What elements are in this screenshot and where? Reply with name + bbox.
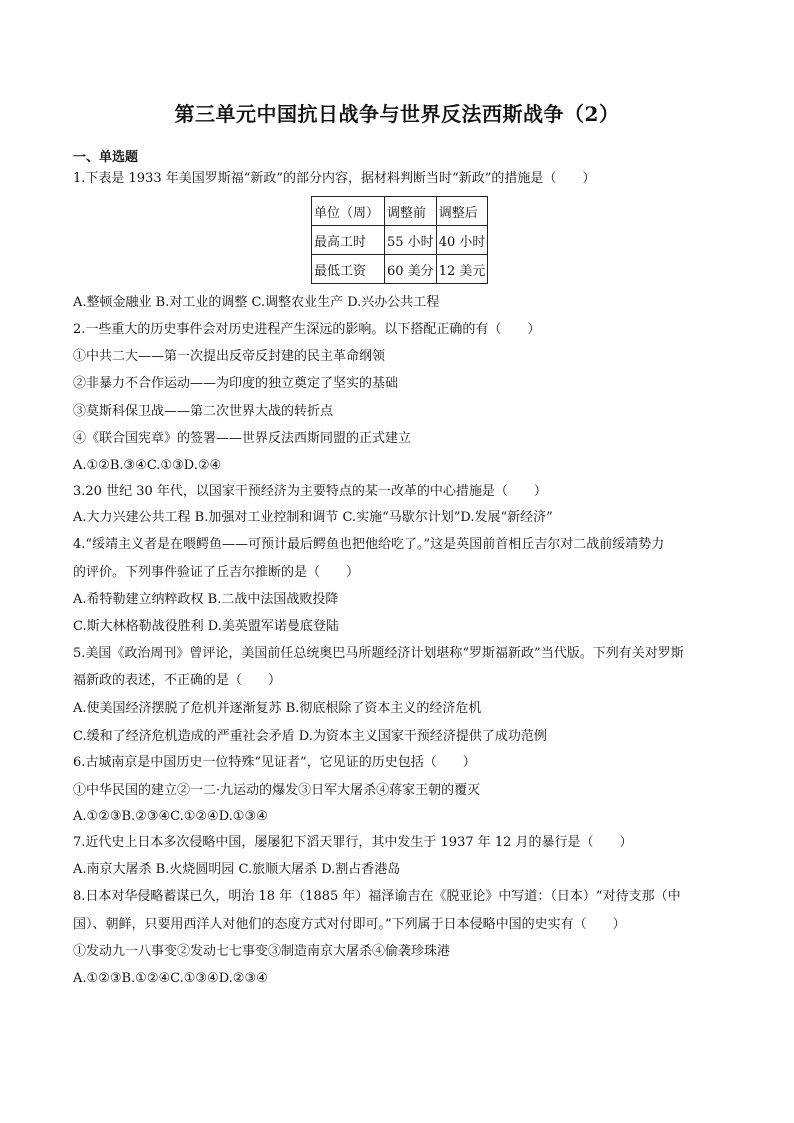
q4-options-line-1: A.希特勒建立纳粹政权 B.二战中法国战败投降 [73, 592, 339, 607]
q1-options: A.整顿金融业 B.对工业的调整 C.调整农业生产 D.兴办公共工程 [73, 295, 440, 310]
q2-stem: 2.一些重大的历史事件会对历史进程产生深远的影响。以下搭配正确的有（ ） [73, 322, 541, 337]
q8-stem-line-1: 8.日本对华侵略蓄谋已久，明治 18 年（1885 年）福泽谕吉在《脱亚论》中写道：（日本）“对待支那（中 [73, 889, 681, 904]
table-header-cell: 调整后 [436, 197, 488, 226]
q2-item: ②非暴力不合作运动——为印度的独立奠定了坚实的基础 [73, 376, 399, 391]
q8-items: ①发动九一八事变②发动七七事变③制造南京大屠杀④偷袭珍珠港 [73, 944, 451, 959]
q2-item: ④《联合国宪章》的签署——世界反法西斯同盟的正式建立 [73, 431, 412, 446]
q6-stem: 6.古城南京是中国历史一位特殊“见证者”，它见证的历史包括（ ） [73, 755, 476, 770]
q5-options-line-1: A.使美国经济摆脱了危机并逐渐复苏 B.彻底根除了资本主义的经济危机 [73, 701, 482, 716]
q5-stem-line-2: 福新政的表述，不正确的是（ ） [73, 673, 282, 688]
q5-stem-line-1: 5.美国《政治周刊》曾评论，美国前任总统奥巴马所题经济计划堪称“罗斯福新政”当代版。下列有关对罗斯 [73, 646, 684, 661]
q6-items: ①中华民国的建立②一二·九运动的爆发③日军大屠杀④蒋家王朝的覆灭 [73, 783, 481, 798]
q4-stem-line-2: 的评价。下列事件验证了丘吉尔推断的是（ ） [73, 565, 360, 580]
table-header-cell: 调整前 [385, 197, 437, 226]
q8-options: A.①②③B.①②④C.①③④D.②③④ [73, 971, 268, 986]
table-cell: 12 美元 [436, 255, 488, 284]
q7-stem: 7.近代史上日本多次侵略中国，屡屡犯下滔天罪行，其中发生于 1937 年 12 月的暴行是（ ） [73, 835, 633, 850]
q2-options: A.①②B.③④C.①③D.②④ [73, 458, 222, 473]
table-cell: 40 小时 [436, 226, 488, 255]
q8-stem-line-2: 国）、朝鲜，只要用西洋人对他们的态度方式对付即可。”下列属于日本侵略中国的史实有（ ） [73, 917, 626, 932]
q5-options-line-2: C.缓和了经济危机造成的严重社会矛盾 D.为资本主义国家干预经济提供了成功范例 [73, 729, 547, 744]
page-title: 第三单元中国抗日战争与世界反法西斯战争（2） [174, 102, 620, 126]
q2-item: ①中共二大——第一次提出反帝反封建的民主革命纲领 [73, 349, 386, 364]
q4-options-line-2: C.斯大林格勒战役胜利 D.美英盟军诺曼底登陆 [73, 619, 339, 634]
table-header-row [312, 197, 488, 226]
q1-stem: 1.下表是 1933 年美国罗斯福“新政”的部分内容，据材料判断当时“新政”的措施是（ ） [73, 171, 596, 186]
q4-stem-line-1: 4.“绥靖主义者是在喂鳄鱼——可预计最后鳄鱼也把他给吃了。”这是英国前首相丘吉尔对二战前绥靖势力 [73, 537, 665, 552]
table-row [312, 226, 488, 255]
q2-item: ③莫斯科保卫战——第二次世界大战的转折点 [73, 404, 334, 419]
table-header-cell: 单位（周） [312, 197, 385, 226]
q7-options: A.南京大屠杀 B.火烧圆明园 C.旅顺大屠杀 D.割占香港岛 [73, 862, 401, 877]
section-heading: 一、单选题 [73, 150, 139, 165]
q6-options: A.①②③B.②③④C.①②④D.①③④ [73, 809, 268, 824]
q3-options: A.大力兴建公共工程 B.加强对工业控制和调节 C.实施“马歇尔计划”D.发展“新经济” [73, 510, 553, 525]
q3-stem: 3.20 世纪 30 年代，以国家干预经济为主要特点的某一改革的中心措施是（ ） [73, 484, 547, 499]
table-cell: 最高工时 [312, 226, 385, 255]
table-cell: 60 美分 [385, 255, 437, 284]
q1-table [311, 196, 488, 284]
table-row [312, 255, 488, 284]
table-cell: 最低工资 [312, 255, 385, 284]
table-cell: 55 小时 [385, 226, 437, 255]
